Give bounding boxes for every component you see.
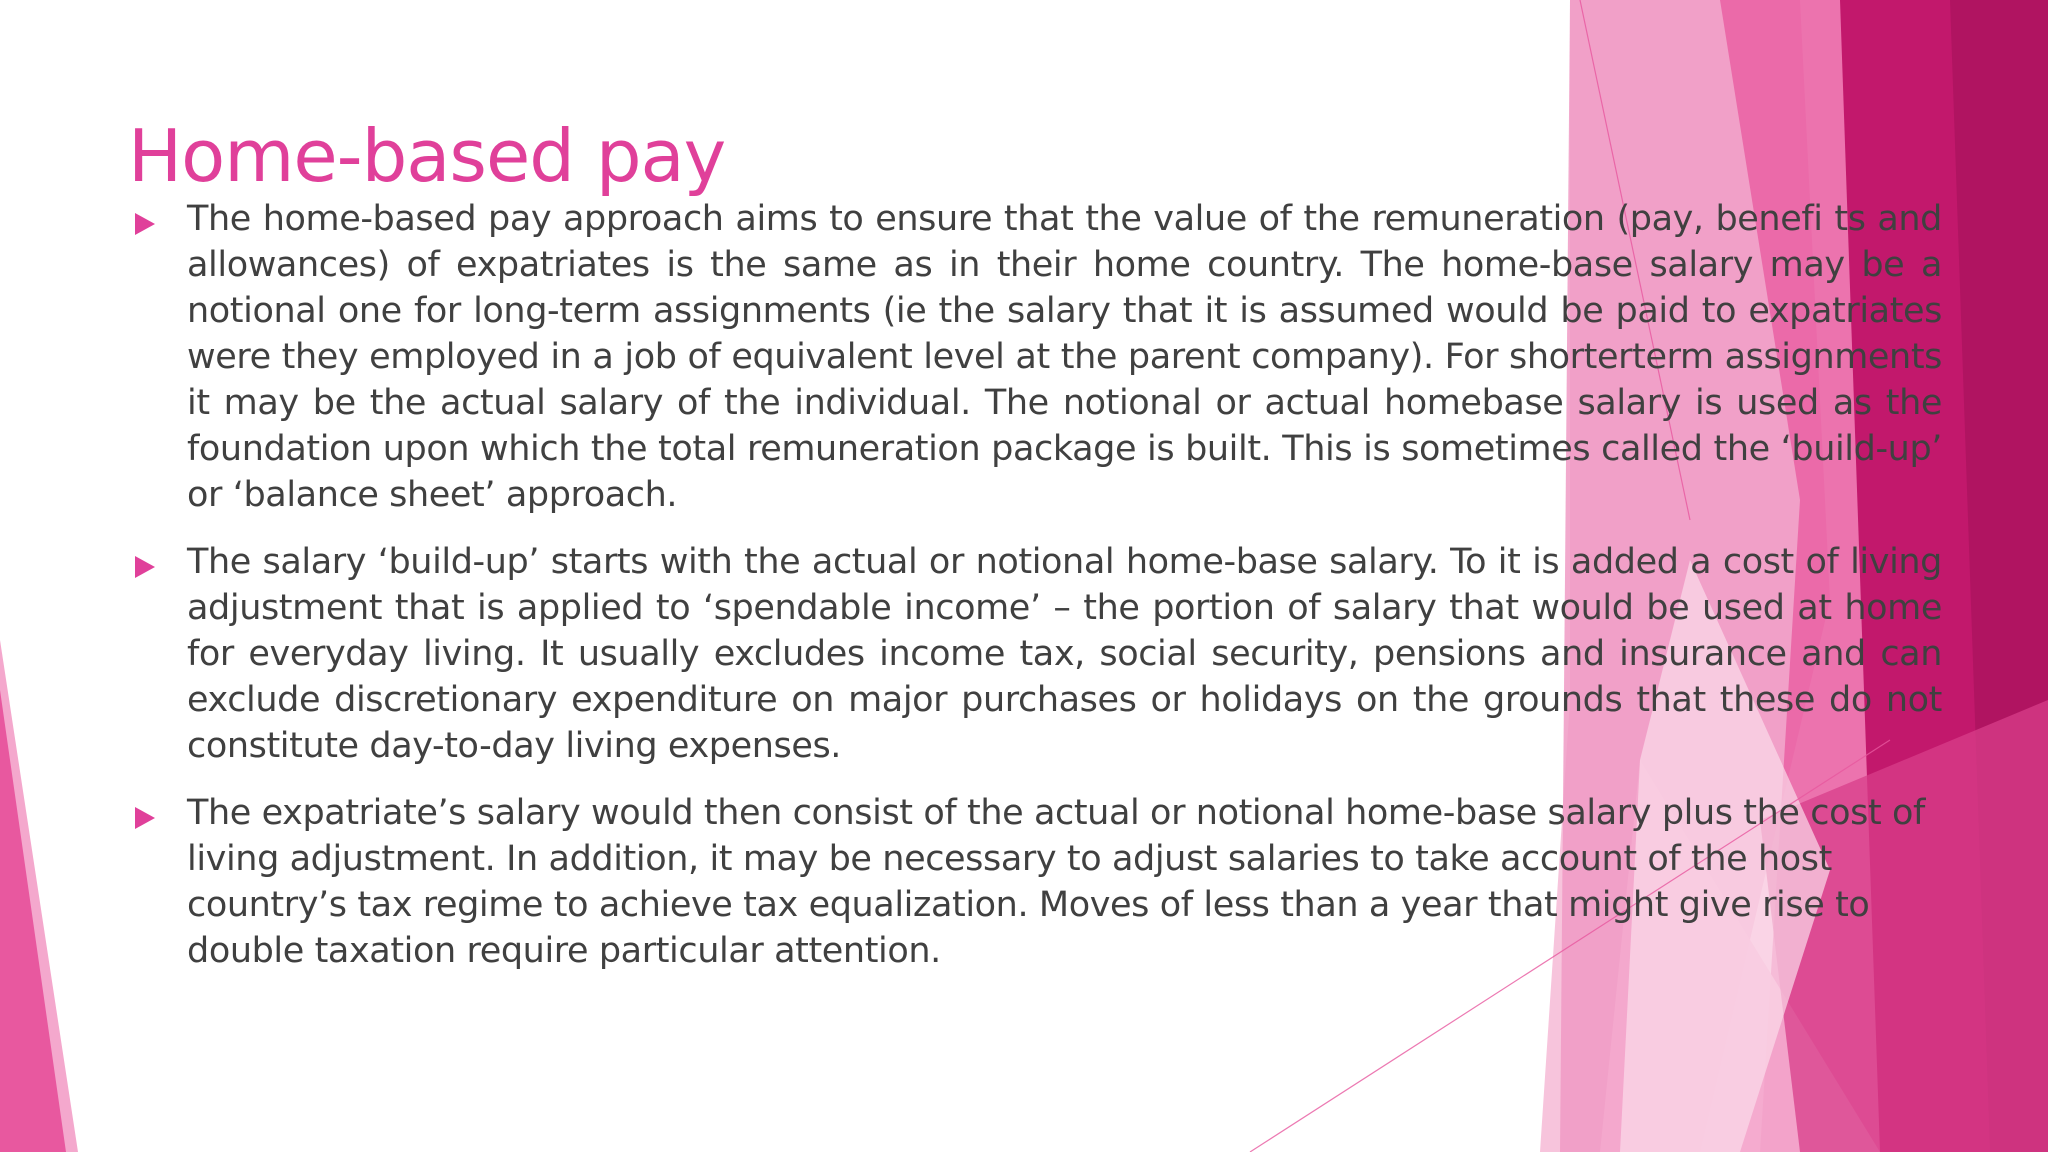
slide-title: Home-based pay: [128, 114, 726, 198]
bullet-text: The home-based pay approach aims to ensure that the value of the remuneration (pay, benefi ts and allowances) of expatriates is the same as in their home country. The home-base salary may be a notional one for long-term assignments (ie the salary that it is assumed would be paid to expatriates were they employed in a job of equivalent level at the parent company). For shorterterm assignments it may be the actual salary of the individual. The notional or actual homebase salary is used as the foundation upon which the total remuneration package is built. This is sometimes called the ‘build-up’ or ‘balance sheet’ approach.: [187, 199, 1942, 515]
triangle-bullet-icon: [135, 807, 155, 829]
bullet-text: The expatriate’s salary would then consist of the actual or notional home-base salary plus the cost of living adjustment. In addition, it may be necessary to adjust salaries to take account of the host country’s tax regime to achieve tax equalization. Moves of less than a year that might give rise to double taxation require particular attention.: [187, 793, 1925, 971]
triangle-bullet-icon: [135, 213, 155, 235]
bullet-item: [130, 196, 1942, 518]
bullet-item: [130, 539, 1942, 769]
bullet-item: [130, 790, 1942, 974]
bullet-list: [130, 196, 1942, 995]
bullet-text: The salary ‘build-up’ starts with the actual or notional home-base salary. To it is added a cost of living adjustment that is applied to ‘spendable income’ – the portion of salary that would be used at home for everyday living. It usually excludes income tax, social security, pensions and insurance and can exclude discretionary expenditure on major purchases or holidays on the grounds that these do not constitute day-to-day living expenses.: [187, 542, 1942, 766]
triangle-bullet-icon: [135, 556, 155, 578]
